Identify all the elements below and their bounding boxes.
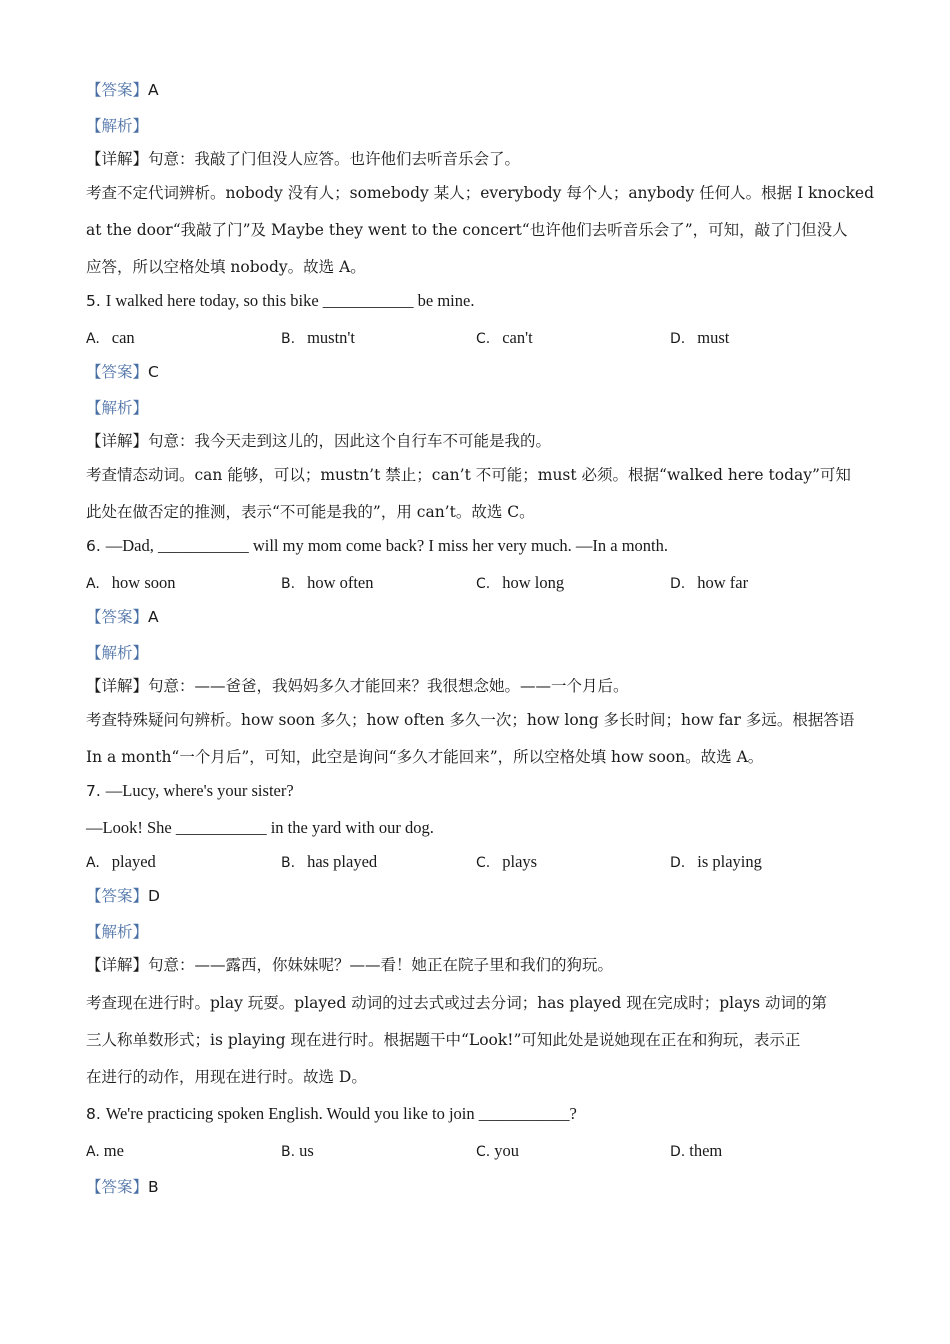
option-d — [670, 1141, 722, 1162]
answer-value: C — [148, 363, 159, 381]
detail-line: 【详解】句意：——爸爸，我妈妈多久才能回来？我很想念她。——一个月后。 — [86, 677, 629, 695]
option-text: has played — [307, 852, 378, 871]
explanation-line: 考查特殊疑问句辨析。how soon 多久；how often 多久一次；how long 多长时间；how far 多远。根据答语 — [86, 711, 855, 729]
question-number: 6. — [86, 537, 101, 555]
explanation-line: 考查情态动词。can 能够，可以；mustn’t 禁止；can’t 不可能；must 必须。根据“walked here today”可知 — [86, 466, 851, 484]
analysis-tag: 【解析】 — [86, 117, 149, 135]
explanation-line: at the door“我敲了门”及 Maybe they went to the concert“也许他们去听音乐会了”，可知，敲了门但没人 — [86, 221, 848, 239]
option-letter: C. — [476, 1144, 491, 1160]
option-letter: B. — [281, 331, 296, 347]
option-text: plays — [502, 852, 538, 871]
answer-line — [86, 886, 160, 906]
option-text: played — [111, 852, 156, 871]
question-7-stem — [86, 781, 294, 801]
option-letter: B. — [281, 855, 296, 871]
answer-line — [86, 80, 159, 100]
answer-line — [86, 362, 159, 382]
option-b — [281, 852, 377, 873]
question-5-stem — [86, 291, 474, 311]
answer-tag: 【答案】 — [86, 81, 149, 99]
explanation-line: In a month“一个月后”，可知，此空是询问“多久才能回来”，所以空格处填 how soon。故选 A。 — [86, 748, 764, 766]
option-text: you — [494, 1141, 519, 1160]
analysis-line — [86, 922, 148, 942]
option-b — [281, 573, 374, 594]
analysis-tag: 【解析】 — [86, 644, 149, 662]
answer-value: A — [148, 81, 159, 99]
option-text: me — [103, 1141, 124, 1160]
detail-line: 【详解】句意：——露西，你妹妹呢？——看！她正在院子里和我们的狗玩。 — [86, 956, 614, 974]
question-8-stem — [86, 1104, 577, 1124]
option-c — [476, 573, 564, 594]
answer-value: D — [148, 887, 160, 905]
option-text: how often — [307, 573, 374, 592]
explanation-line: 三人称单数形式；is playing 现在进行时。根据题干中“Look!”可知此处是说她现在正在和狗玩，表示正 — [86, 1031, 801, 1049]
option-letter: A. — [86, 1144, 100, 1160]
explanation-line: 考查不定代词辨析。nobody 没有人；somebody 某人；everybody 每个人；anybody 任何人。根据 I knocked — [86, 184, 875, 202]
option-letter: C. — [476, 576, 491, 592]
option-c — [476, 852, 537, 873]
option-letter: C. — [476, 331, 491, 347]
option-letter: D. — [670, 331, 686, 347]
option-d — [670, 573, 748, 594]
explanation-line: 此处在做否定的推测，表示“不可能是我的”，用 can’t。故选 C。 — [86, 503, 535, 521]
analysis-tag: 【解析】 — [86, 923, 149, 941]
option-d — [670, 328, 729, 349]
analysis-tag: 【解析】 — [86, 399, 149, 417]
question-text: I walked here today, so this bike ___________ be mine. — [105, 291, 475, 310]
option-letter: C. — [476, 855, 491, 871]
answer-tag: 【答案】 — [86, 1178, 149, 1196]
option-letter: D. — [670, 576, 686, 592]
answer-tag: 【答案】 — [86, 608, 149, 626]
answer-value: B — [148, 1178, 159, 1196]
answer-tag: 【答案】 — [86, 363, 149, 381]
question-number: 8. — [86, 1105, 101, 1123]
option-text: can — [111, 328, 135, 347]
option-text: is playing — [697, 852, 762, 871]
detail-line: 【详解】句意：我敲了门但没人应答。也许他们去听音乐会了。 — [86, 150, 521, 168]
option-letter: A. — [86, 331, 100, 347]
answer-tag: 【答案】 — [86, 887, 149, 905]
question-text: We're practicing spoken English. Would you like to join ___________? — [105, 1104, 577, 1123]
question-6-stem — [86, 536, 668, 556]
question-7-stem-line2: —Look! She ___________ in the yard with our dog. — [86, 818, 434, 837]
option-a — [86, 852, 156, 873]
option-a — [86, 328, 135, 349]
option-c — [476, 328, 533, 349]
question-number: 7. — [86, 782, 101, 800]
option-c — [476, 1141, 519, 1162]
option-letter: B. — [281, 576, 296, 592]
explanation-line: 在进行的动作，用现在进行时。故选 D。 — [86, 1068, 367, 1086]
option-text: how soon — [111, 573, 176, 592]
answer-value: A — [148, 608, 159, 626]
option-d — [670, 852, 762, 873]
option-text: them — [689, 1141, 723, 1160]
detail-line: 【详解】句意：我今天走到这儿的，因此这个自行车不可能是我的。 — [86, 432, 552, 450]
analysis-line — [86, 398, 148, 418]
option-b — [281, 328, 355, 349]
option-letter: A. — [86, 855, 100, 871]
option-text: how far — [697, 573, 749, 592]
answer-line — [86, 607, 159, 627]
answer-line — [86, 1177, 159, 1197]
option-letter: D. — [670, 1144, 686, 1160]
option-letter: A. — [86, 576, 100, 592]
analysis-line — [86, 643, 148, 663]
option-letter: D. — [670, 855, 686, 871]
option-text: us — [299, 1141, 314, 1160]
option-a — [86, 573, 176, 594]
option-a — [86, 1141, 124, 1162]
explanation-line: 考查现在进行时。play 玩耍。played 动词的过去式或过去分词；has played 现在完成时；plays 动词的第 — [86, 994, 827, 1012]
option-text: mustn't — [307, 328, 355, 347]
option-text: must — [697, 328, 730, 347]
option-letter: B. — [281, 1144, 296, 1160]
option-text: how long — [502, 573, 565, 592]
explanation-line: 应答，所以空格处填 nobody。故选 A。 — [86, 258, 366, 276]
question-text: —Lucy, where's your sister? — [105, 781, 294, 800]
question-number: 5. — [86, 292, 101, 310]
question-text: —Dad, ___________ will my mom come back? I miss her very much. —In a month. — [105, 536, 669, 555]
option-text: can't — [502, 328, 533, 347]
analysis-line — [86, 116, 148, 136]
option-b — [281, 1141, 314, 1162]
